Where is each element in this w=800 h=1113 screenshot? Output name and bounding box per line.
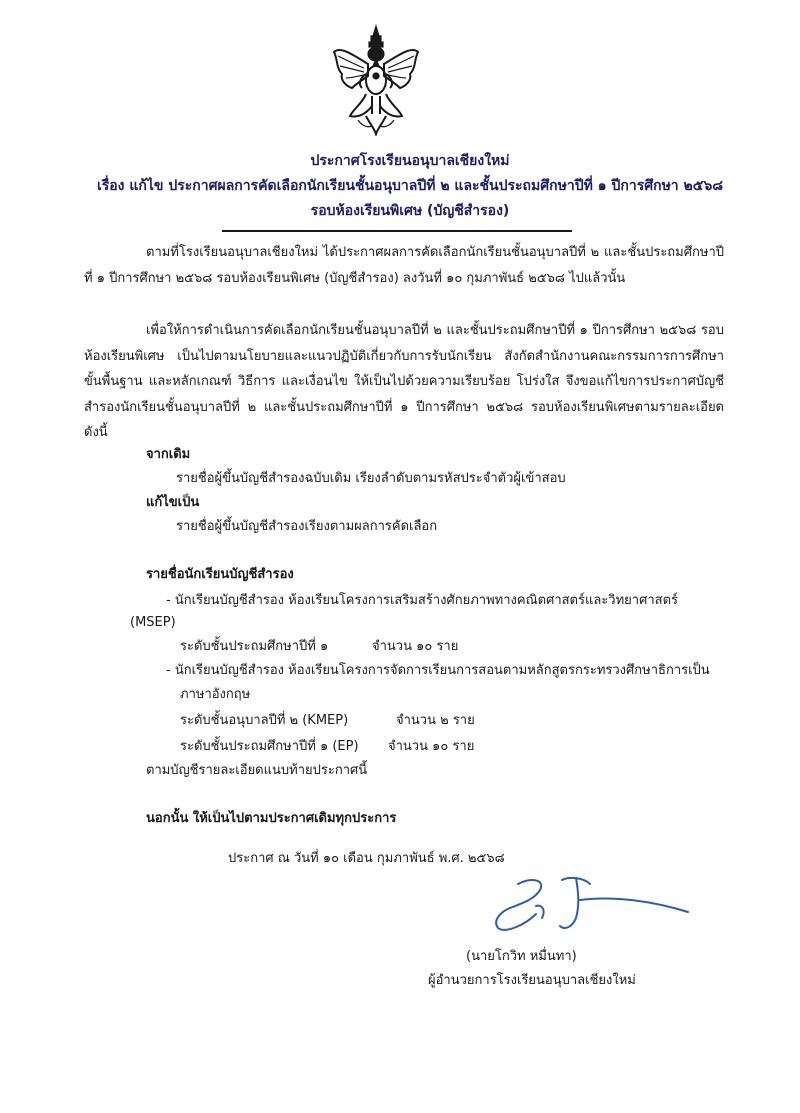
document-round: รอบห้องเรียนพิเศษ (บัญชีสำรอง) [310, 203, 510, 219]
director-signature-icon [480, 870, 700, 940]
paragraph-intro-text: ตามที่โรงเรียนอนุบาลเชียงใหม่ ได้ประกาศผลการคัดเลือกนักเรียนชั้นอนุบาลปีที่ ๒ และชั้นประถมศึกษาปีที่ ๑ ปีการศึกษา ๒๕๖๘ รอบห้องเรียนพิเศษ (บัญชีสำรอง) ลงวันที่ ๑๐ กุมภาพันธ์ ๒๕๖๘ ไปแล้วนั้น [84, 245, 724, 286]
paragraph-purpose-text: เพื่อให้การดำเนินการคัดเลือกนักเรียนชั้นอนุบาลปีที่ ๒ และชั้นประถมศึกษาปีที่ ๑ ปีการศึกษา ๒๕๖๘ รอบห้องเรียนพิเศษ เป็นไปตามนโยบายและแนวปฏิบัติเกี่ยวกับการรับนักเรียน สังกัดสำนักงานคณะกรรมการการศึกษาขั้นพื้นฐาน และหลักเกณฑ์ วิธีการ และเงื่อนไข ให้เป็นไปด้วยความเรียบร้อย โปร่งใส จึงขอแก้ไขการประกาศบัญชีสำรองนักเรียนชั้นอนุบาลปีที่ ๒ และชั้นประถมศึกษาปีที่ ๑ ปีการศึกษา ๒๕๖๘ รอบห้องเรียนพิเศษตามรายละเอียดดังนี้ [84, 323, 724, 440]
ep-item-line1: - นักเรียนบัญชีสำรอง ห้องเรียนโครงการจัดการเรียนการสอนตามหลักสูตรกระทรวงศึกษาธิการเป็น [166, 663, 710, 678]
kmep-count: จำนวน ๒ ราย [396, 713, 475, 728]
ep-count: จำนวน ๑๐ ราย [388, 739, 475, 754]
paragraph-purpose [84, 318, 724, 446]
document-title: ประกาศโรงเรียนอนุบาลเชียงใหม่ [310, 153, 510, 169]
to-label: แก้ไขเป็น [146, 495, 200, 510]
from-text: รายชื่อผู้ขึ้นบัญชีสำรองฉบับเดิม เรียงลำดับตามรหัสประจำตัวผู้เข้าสอบ [176, 471, 566, 486]
to-text: รายชื่อผู้ขึ้นบัญชีสำรองเรียงตามผลการคัดเลือก [176, 519, 438, 534]
reserve-list-heading: รายชื่อนักเรียนบัญชีสำรอง [146, 567, 294, 582]
attached-note: ตามบัญชีรายละเอียดแนบท้ายประกาศนี้ [146, 763, 368, 778]
from-label: จากเดิม [146, 447, 191, 462]
ep-level: ระดับชั้นประถมศึกษาปีที่ ๑ (EP) [180, 739, 359, 754]
msep-level: ระดับชั้นประถมศึกษาปีที่ ๑ [180, 639, 329, 654]
document-subject: เรื่อง แก้ไข ประกาศผลการคัดเลือกนักเรียนชั้นอนุบาลปีที่ ๒ และชั้นประถมศึกษาปีที่ ๑ ปีการศึกษา ๒๕๖๘ [96, 178, 724, 194]
director-name: (นายโกวิท หมื่นทา) [466, 949, 577, 964]
paragraph-intro [84, 240, 724, 291]
msep-count: จำนวน ๑๐ ราย [372, 639, 459, 654]
title-divider [222, 230, 572, 232]
announcement-date: ประกาศ ณ วันที่ ๑๐ เดือน กุมภาพันธ์ พ.ศ. ๒๕๖๘ [228, 851, 505, 866]
msep-item-line2: (MSEP) [130, 615, 176, 630]
closing-statement: นอกนั้น ให้เป็นไปตามประกาศเดิมทุกประการ [146, 811, 397, 826]
kmep-level: ระดับชั้นอนุบาลปีที่ ๒ (KMEP) [180, 713, 349, 728]
msep-item-line1: - นักเรียนบัญชีสำรอง ห้องเรียนโครงการเสริมสร้างศักยภาพทางคณิตศาสตร์และวิทยาศาสตร์ [166, 593, 679, 608]
ep-item-line2: ภาษาอังกฤษ [180, 687, 251, 702]
garuda-emblem-icon [332, 24, 420, 136]
director-position: ผู้อำนวยการโรงเรียนอนุบาลเชียงใหม่ [428, 973, 636, 988]
